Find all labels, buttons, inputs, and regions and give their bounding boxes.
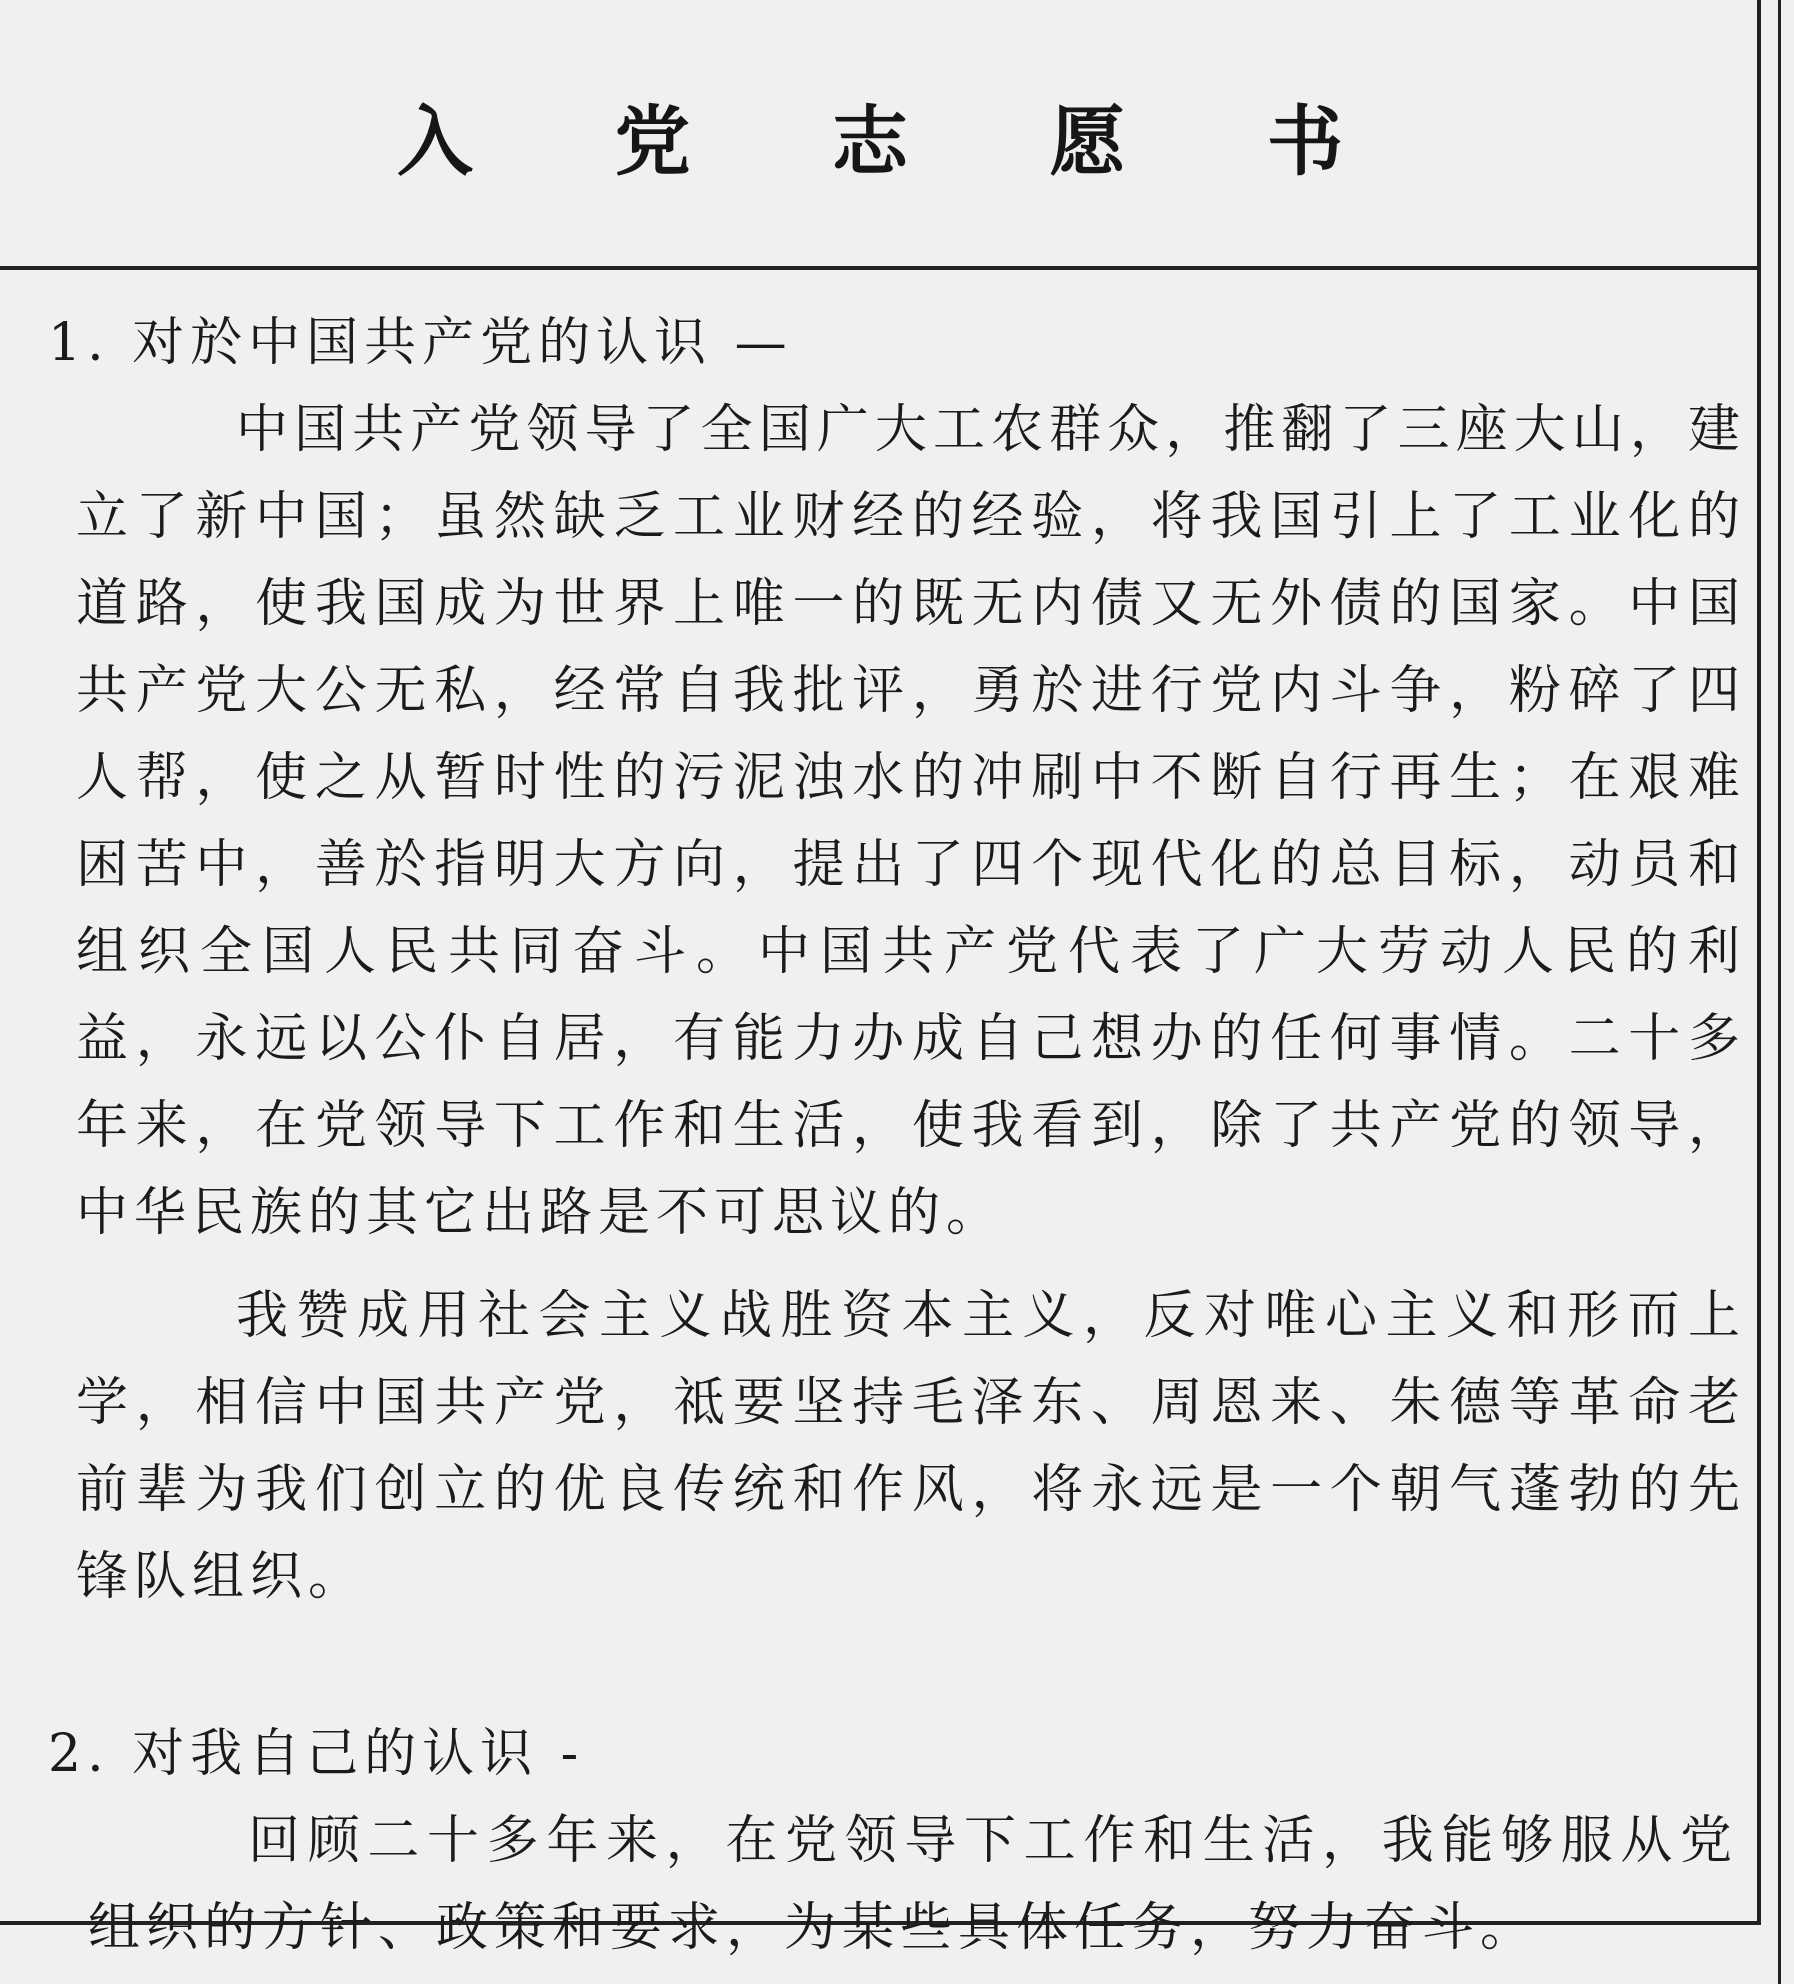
section-2-paragraph-1: 回顾二十多年来，在党领导下工作和生活，我能够服从党组织的方针、政策和要求，为某些具体任务，努力奋斗。 [88,1811,1738,1958]
handwritten-body [48,300,1748,1972]
section-1-paragraph-1: 中国共产党领导了全国广大工农群众，推翻了三座大山，建立了新中国；虽然缺乏工业财经的经验，将我国引上了工业化的道路，使我国成为世界上唯一的既无内债又无外债的国家。中国共产党大公无私，经常自我批评，勇於进行党内斗争，粉碎了四人帮，使之从暂时性的污泥浊水的冲刷中不断自行再生；在艰难困苦中，善於指明大方向，提出了四个现代化的总目标，动员和组织全国人民共同奋斗。中国共产党代表了广大劳动人民的利益，永远以公仆自居，有能力办成自己想办的任何事情。二十多年来，在党领导下工作和生活，使我看到，除了共产党的领导，中华民族的其它出路是不可思议的。 [76,400,1746,1243]
title-char: 书 [1267,96,1343,186]
title-char: 入 [397,96,473,186]
title-char: 愿 [1049,96,1126,186]
frame-right-inner-rule [1757,0,1761,1925]
title-char: 党 [614,96,691,186]
header-divider-rule [0,266,1761,270]
section-2-heading: 2. 对我自己的认识 - [48,1724,585,1784]
section-1-paragraph-2: 我赞成用社会主义战胜资本主义，反对唯心主义和形而上学，相信中国共产党，祗要坚持毛泽东、周恩来、朱德等革命老前辈为我们创立的优良传统和作风，将永远是一个朝气蓬勃的先锋队组织。 [76,1286,1746,1607]
page-title [380,80,1360,190]
title-char: 志 [832,96,908,186]
frame-right-outer-rule [1778,0,1781,1984]
section-1-heading: 1. 对於中国共产党的认识 — [48,313,793,373]
